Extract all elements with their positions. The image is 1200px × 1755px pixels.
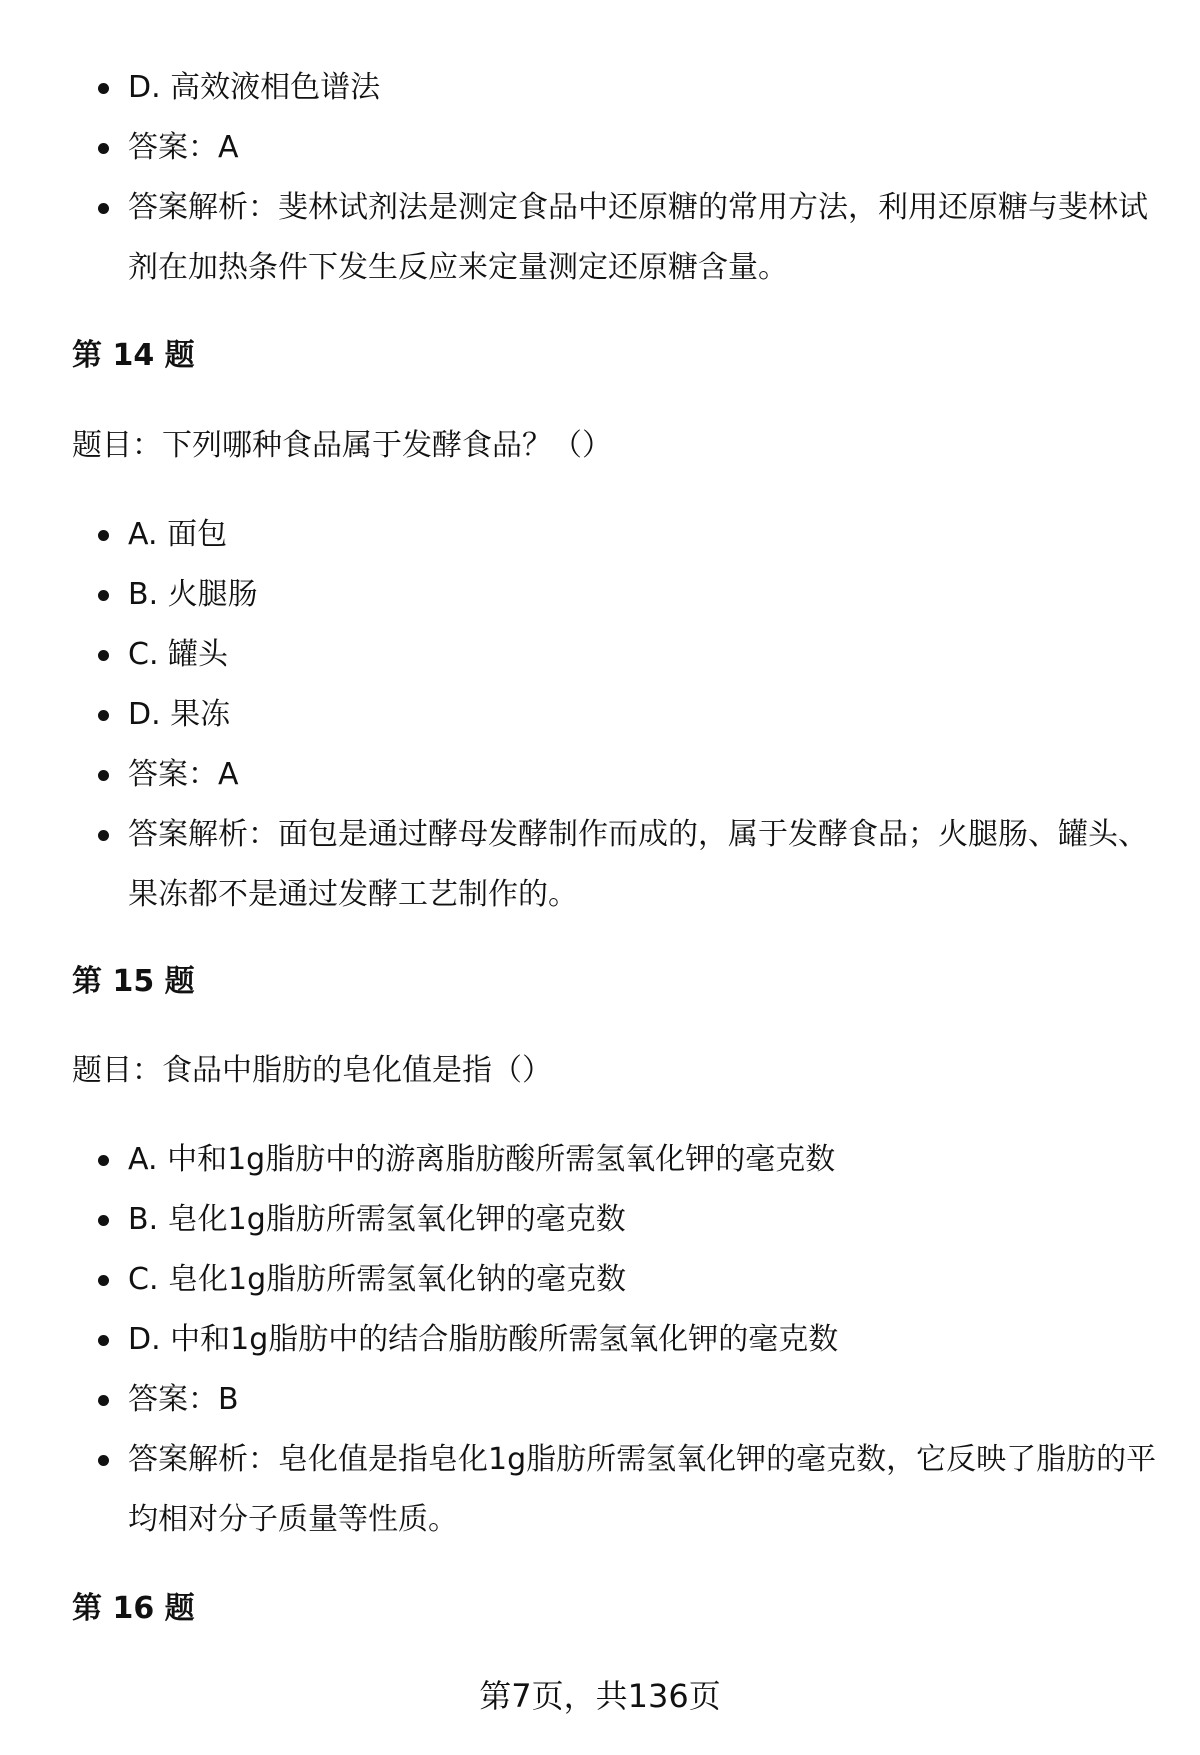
q14-options-list bbox=[0, 505, 1200, 925]
answer-explanation: 答案解析：面包是通过酵母发酵制作而成的，属于发酵食品；火腿肠、罐头、果冻都不是通过发酵工艺制作的。 bbox=[0, 805, 1200, 925]
question-heading: 第 14 题 bbox=[72, 338, 195, 373]
answer: 答案：B bbox=[0, 1370, 1200, 1430]
question-stem: 题目：下列哪种食品属于发酵食品？（） bbox=[72, 428, 612, 463]
question-heading: 第 16 题 bbox=[72, 1591, 195, 1626]
option-d: D. 中和1g脂肪中的结合脂肪酸所需氢氧化钾的毫克数 bbox=[0, 1310, 1200, 1370]
option-d: D. 高效液相色谱法 bbox=[0, 58, 1200, 118]
option-c: C. 皂化1g脂肪所需氢氧化钠的毫克数 bbox=[0, 1250, 1200, 1310]
answer-explanation: 答案解析：皂化值是指皂化1g脂肪所需氢氧化钾的毫克数，它反映了脂肪的平均相对分子质量等性质。 bbox=[0, 1430, 1200, 1550]
question-heading: 第 15 题 bbox=[72, 964, 195, 999]
option-c: C. 罐头 bbox=[0, 625, 1200, 685]
question-stem: 题目：食品中脂肪的皂化值是指（） bbox=[72, 1053, 552, 1088]
page-number: 第7页，共136页 bbox=[479, 1677, 721, 1715]
answer: 答案：A bbox=[0, 118, 1200, 178]
q13-continuation-list bbox=[0, 58, 1200, 298]
option-b: B. 火腿肠 bbox=[0, 565, 1200, 625]
option-a: A. 面包 bbox=[0, 505, 1200, 565]
answer-explanation: 答案解析：斐林试剂法是测定食品中还原糖的常用方法，利用还原糖与斐林试剂在加热条件下发生反应来定量测定还原糖含量。 bbox=[0, 178, 1200, 298]
q15-options-list bbox=[0, 1130, 1200, 1550]
option-d: D. 果冻 bbox=[0, 685, 1200, 745]
option-a: A. 中和1g脂肪中的游离脂肪酸所需氢氧化钾的毫克数 bbox=[0, 1130, 1200, 1190]
answer: 答案：A bbox=[0, 745, 1200, 805]
option-b: B. 皂化1g脂肪所需氢氧化钾的毫克数 bbox=[0, 1190, 1200, 1250]
